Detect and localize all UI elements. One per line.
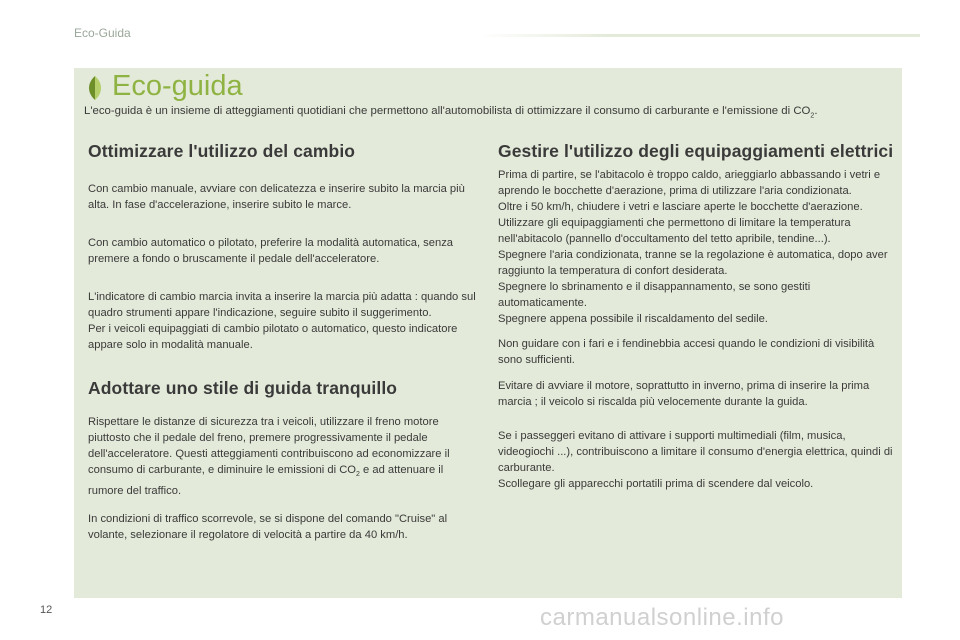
- section-heading-electrical: Gestire l'utilizzo degli equipaggiamenti elettrici: [498, 141, 894, 161]
- paragraph-safe-distance: [88, 414, 480, 499]
- paragraph-manual-gearbox: Con cambio manuale, avviare con delicatezza e inserire subito la marcia più alta. In fase d'accelerazione, inserire subito le marce.: [88, 183, 465, 211]
- intro-main: L'eco-guida è un insieme di atteggiamenti quotidiani che permettono all'automobilista di ottimizzare il consumo di carburante e l'emissione di CO: [84, 105, 811, 117]
- section-header-label: Eco-Guida: [74, 26, 131, 40]
- intro-end: .: [814, 105, 818, 117]
- paragraph-automatic-gearbox: Con cambio automatico o pilotato, preferire la modalità automatica, senza premere a fondo o bruscamente il pedale dell'acceleratore.: [88, 237, 454, 265]
- paragraph-demisting: Spegnere lo sbrinamento e il disappannamento, se sono gestiti automaticamente.: [498, 281, 811, 309]
- co2-subscript: 2: [356, 471, 360, 479]
- right-column: [498, 142, 894, 492]
- paragraph-sun-blinds: Utilizzare gli equipaggiamenti che permettono di limitare la temperatura nell'abitacolo (pannello d'occultamento del tetto apribile, tendine...).: [498, 217, 851, 245]
- header-divider: [480, 34, 920, 37]
- paragraph-cruise-control: In condizioni di traffico scorrevole, se si dispone del comando "Cruise" al volante, selezionare il regolatore di velocità a partire da 40 km/h.: [88, 513, 448, 542]
- section-heading-gearbox: Ottimizzare l'utilizzo del cambio: [88, 141, 356, 161]
- paragraph-windows: Oltre i 50 km/h, chiudere i vetri e lasciare aperte le bocchette d'aerazione.: [498, 201, 863, 213]
- paragraph-indicator-note: Per i veicoli equipaggiati di cambio pilotato o automatico, questo indicatore appare solo in modalità manuale.: [88, 323, 458, 351]
- paragraph-gear-indicator: L'indicatore di cambio marcia invita a inserire la marcia più adatta : quando sul quadro strumenti appare l'indicazione, seguire subito il suggerimento.: [88, 291, 476, 319]
- safe-distance-end: e ad attenuare il rumore del traffico.: [88, 464, 444, 498]
- paragraph-air-conditioning: Spegnere l'aria condizionata, tranne se la regolazione è automatica, dopo aver raggiunto la temperatura di confort desiderata.: [498, 249, 888, 277]
- intro-text: [84, 104, 899, 123]
- page-number: 12: [40, 604, 53, 616]
- leaf-icon: [84, 75, 106, 101]
- section-heading-driving-style: Adottare uno stile di guida tranquillo: [88, 378, 398, 398]
- page-title: Eco-guida: [112, 70, 243, 102]
- paragraph-engine-start: Evitare di avviare il motore, soprattutto in inverno, prima di inserire la prima marcia ; il veicolo si riscalda più velocemente durante la guida.: [498, 380, 870, 408]
- paragraph-multimedia: Se i passeggeri evitano di attivare i supporti multimediali (film, musica, videogiochi ...), contribuiscono a limitare il consumo d'energia elettrica, quindi di carburante.: [498, 430, 893, 474]
- watermark: carmanualsonline.info: [540, 604, 784, 631]
- paragraph-seat-heating: Spegnere appena possibile il riscaldamento del sedile.: [498, 313, 768, 325]
- safe-distance-main: Rispettare le distanze di sicurezza tra i veicoli, utilizzare il freno motore piuttosto che il pedale del freno, premere progressivamente il pedale dell'acceleratore. Questi atteggiamenti contribuiscono ad economizzare il consumo di carburante, e diminuire le emissioni di CO: [88, 416, 450, 476]
- left-column: [88, 142, 480, 543]
- paragraph-portable-devices: Scollegare gli apparecchi portatili prima di scendere dal veicolo.: [498, 478, 814, 490]
- paragraph-ventilation: Prima di partire, se l'abitacolo è troppo caldo, arieggiarlo abbassando i vetri e aprendo le bocchette d'aerazione, prima di utilizzare l'aria condizionata.: [498, 169, 881, 197]
- intro-subscript: 2: [810, 112, 815, 120]
- paragraph-lights: Non guidare con i fari e i fendinebbia accesi quando le condizioni di visibilità sono sufficienti.: [498, 338, 875, 366]
